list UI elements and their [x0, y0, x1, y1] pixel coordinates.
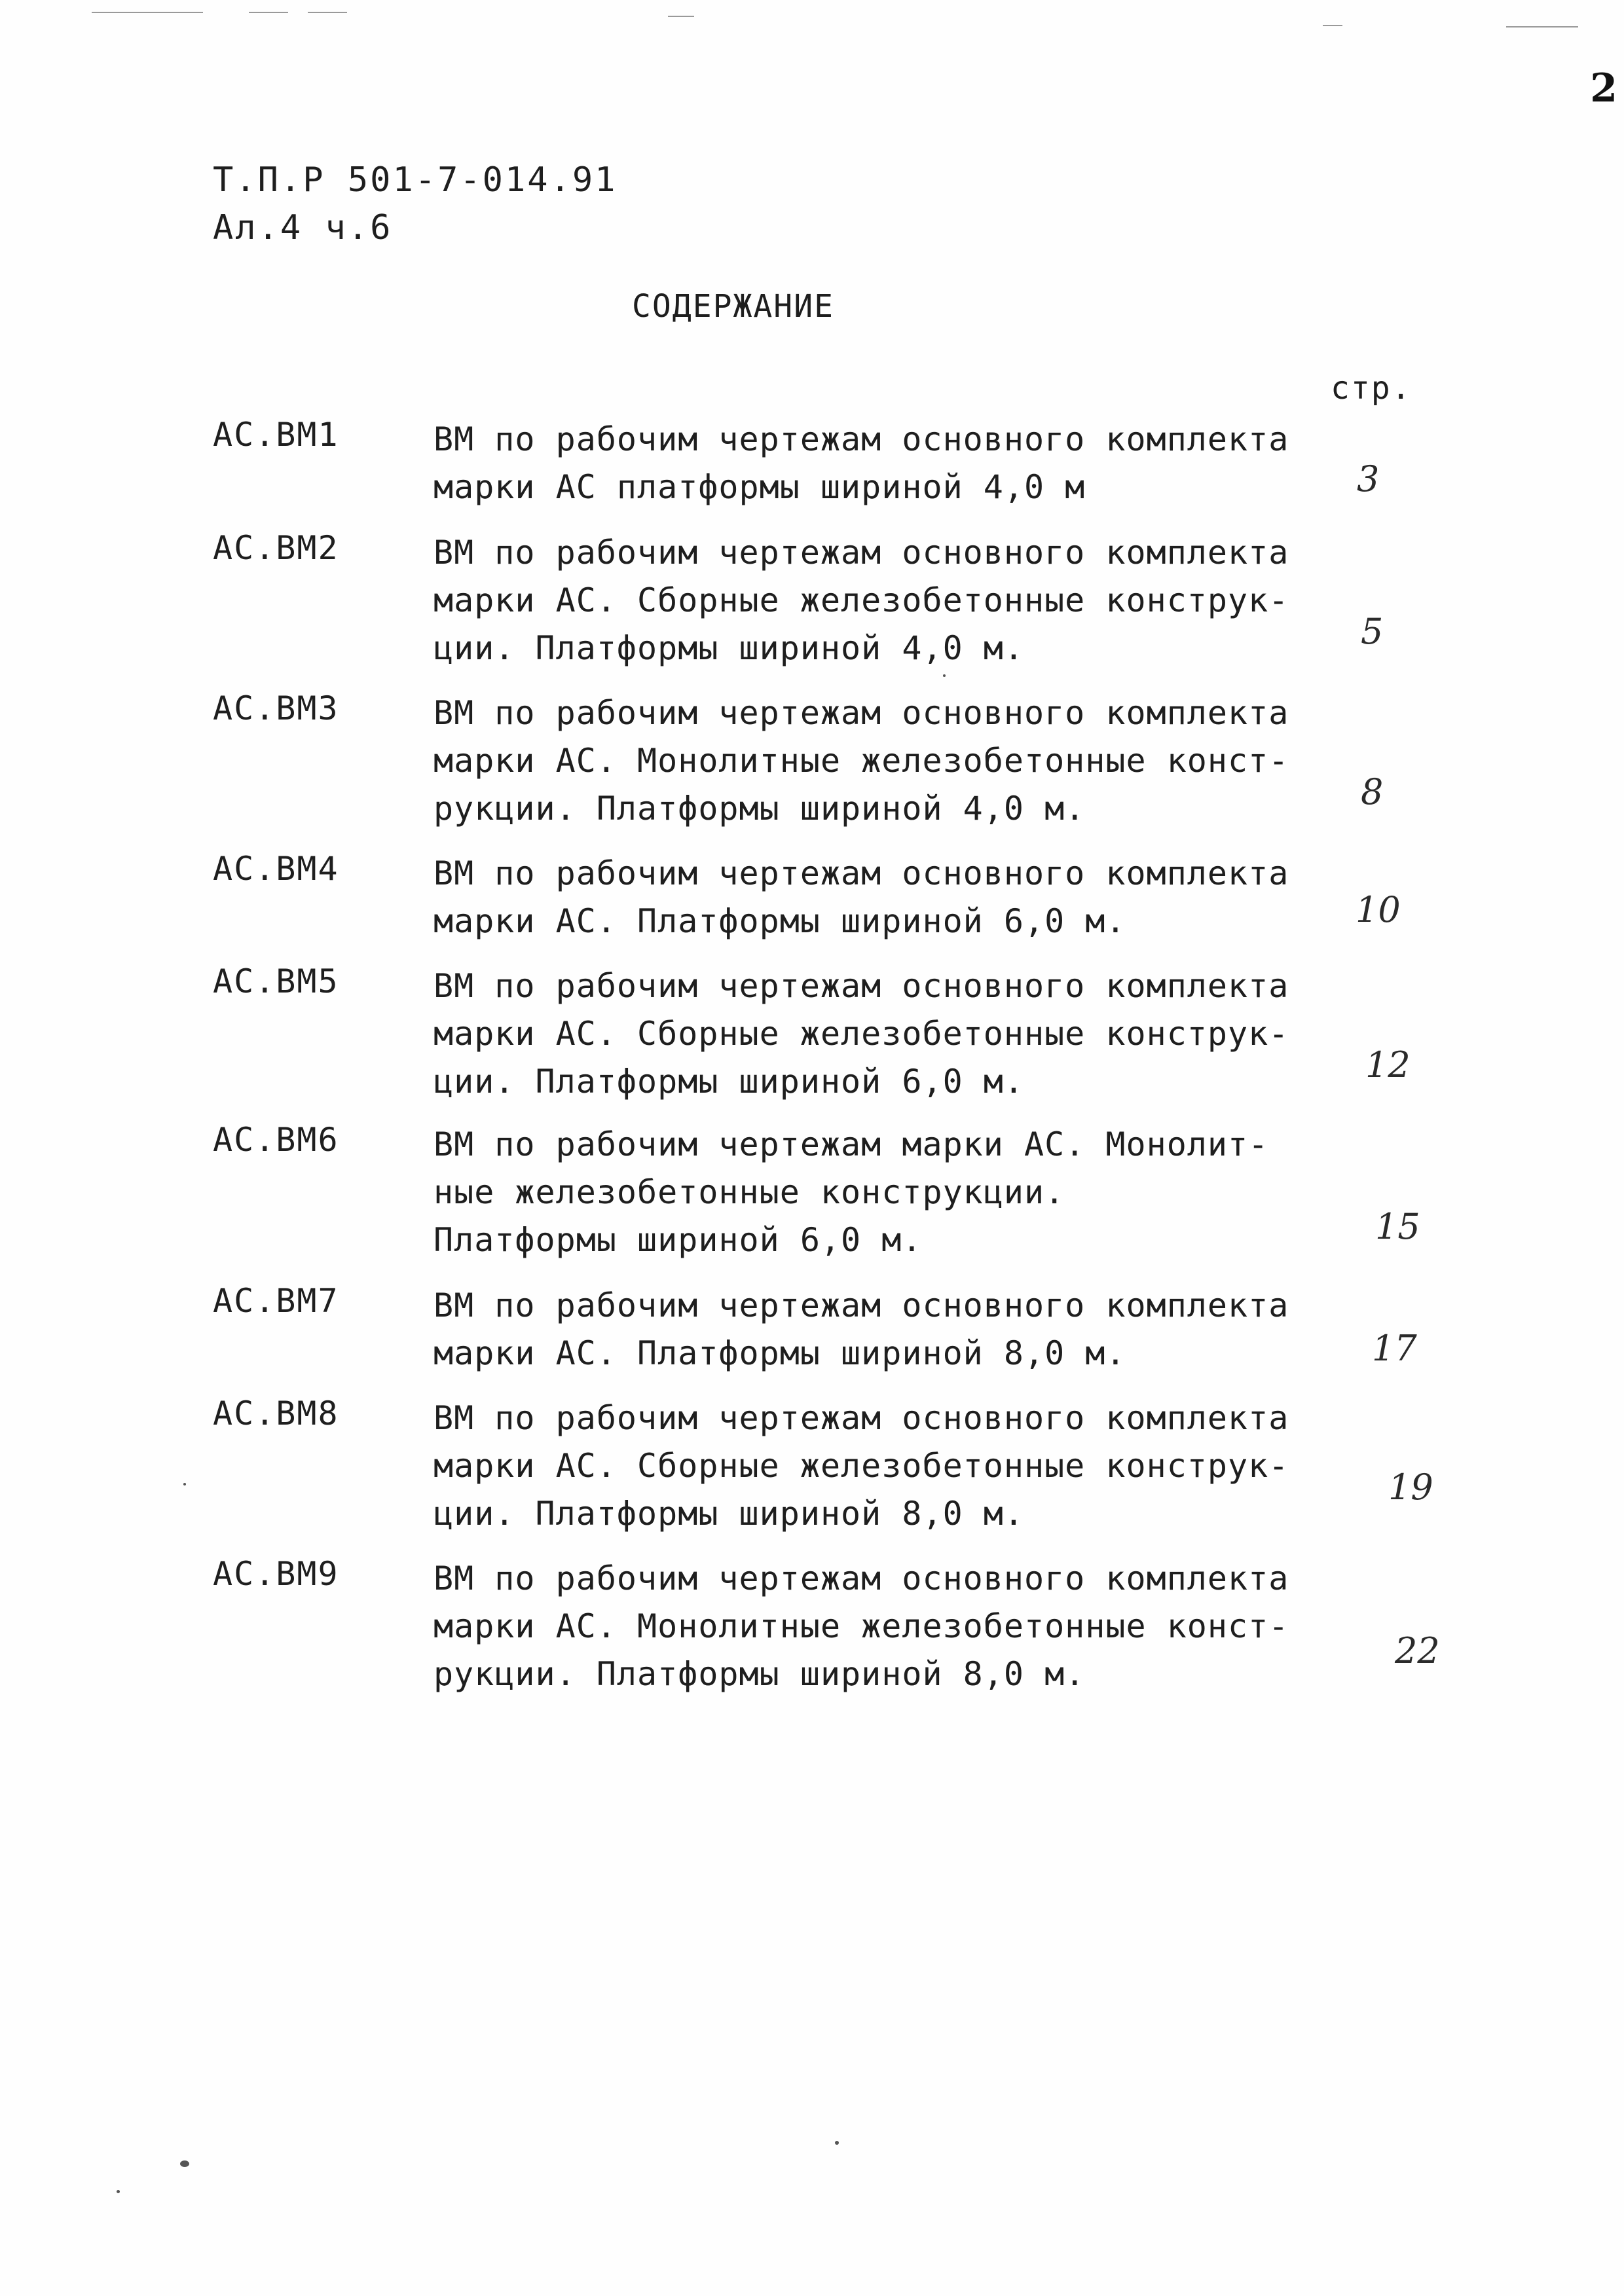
entry-code: АС.ВМ8: [213, 1394, 339, 1432]
entry-page-number: 3: [1357, 458, 1380, 500]
entry-code: АС.ВМ6: [213, 1121, 339, 1159]
entry-code: АС.ВМ1: [213, 416, 339, 454]
corner-mark: 2: [1590, 65, 1617, 111]
entry-page-number: 8: [1361, 771, 1384, 812]
entry-description: ВМ по рабочим чертежам основного комплекта марки АС платформы шириной 4,0 м: [434, 420, 1289, 506]
entry-description: ВМ по рабочим чертежам основного комплекта марки АС. Сборные железобетонные конструк- ции. Платформы шириной 4,0 м.: [434, 534, 1289, 667]
scan-mark: [668, 16, 694, 17]
entry-description: ВМ по рабочим чертежам марки АС. Монолит- ные железобетонные конструкции. Платформы шириной 6,0 м.: [434, 1125, 1269, 1259]
scan-mark: [249, 12, 288, 13]
entry-code: АС.ВМ9: [213, 1555, 339, 1593]
entry-page-number: 22: [1395, 1630, 1440, 1671]
entry-code: АС.ВМ3: [213, 689, 339, 727]
entry-code: АС.ВМ2: [213, 529, 339, 567]
entry-description: ВМ по рабочим чертежам основного комплекта марки АС. Сборные железобетонные конструк- ции. Платформы шириной 8,0 м.: [434, 1399, 1289, 1533]
entry-page-number: 19: [1388, 1467, 1433, 1508]
entry-description: ВМ по рабочим чертежам основного комплекта марки АС. Платформы шириной 6,0 м.: [434, 854, 1289, 940]
document-code: Т.П.Р 501-7-014.91: [213, 160, 618, 200]
entry-code: АС.ВМ5: [213, 962, 339, 1000]
entry-page-number: 10: [1356, 889, 1401, 930]
entry-description: ВМ по рабочим чертежам основного комплекта марки АС. Сборные железобетонные конструк- ции. Платформы шириной 6,0 м.: [434, 967, 1289, 1101]
scan-mark: [1323, 25, 1342, 26]
entry-code: АС.ВМ4: [213, 850, 339, 888]
scan-mark: [92, 12, 203, 13]
pages-column-label: стр.: [1331, 370, 1412, 407]
scan-mark: [308, 12, 347, 13]
entry-code: АС.ВМ7: [213, 1282, 339, 1320]
scan-mark: [1506, 26, 1578, 27]
scan-speck: [943, 674, 946, 677]
entry-page-number: 12: [1365, 1044, 1411, 1085]
album-number: Ал.4 ч.6: [213, 208, 393, 247]
entry-description: ВМ по рабочим чертежам основного комплекта марки АС. Платформы шириной 8,0 м.: [434, 1286, 1289, 1372]
scan-speck: [180, 2160, 189, 2167]
scan-speck: [835, 2141, 839, 2145]
scan-speck: [183, 1483, 186, 1485]
entry-page-number: 15: [1375, 1206, 1420, 1247]
entry-description: ВМ по рабочим чертежам основного комплекта марки АС. Монолитные железобетонные конст- рукции. Платформы шириной 8,0 м.: [434, 1559, 1289, 1693]
scan-speck: [117, 2190, 120, 2193]
entry-page-number: 17: [1372, 1328, 1417, 1369]
contents-title: СОДЕРЖАНИЕ: [632, 288, 834, 325]
entry-description: ВМ по рабочим чертежам основного комплекта марки АС. Монолитные железобетонные конст- рукции. Платформы шириной 4,0 м.: [434, 694, 1289, 828]
entry-page-number: 5: [1361, 611, 1384, 652]
